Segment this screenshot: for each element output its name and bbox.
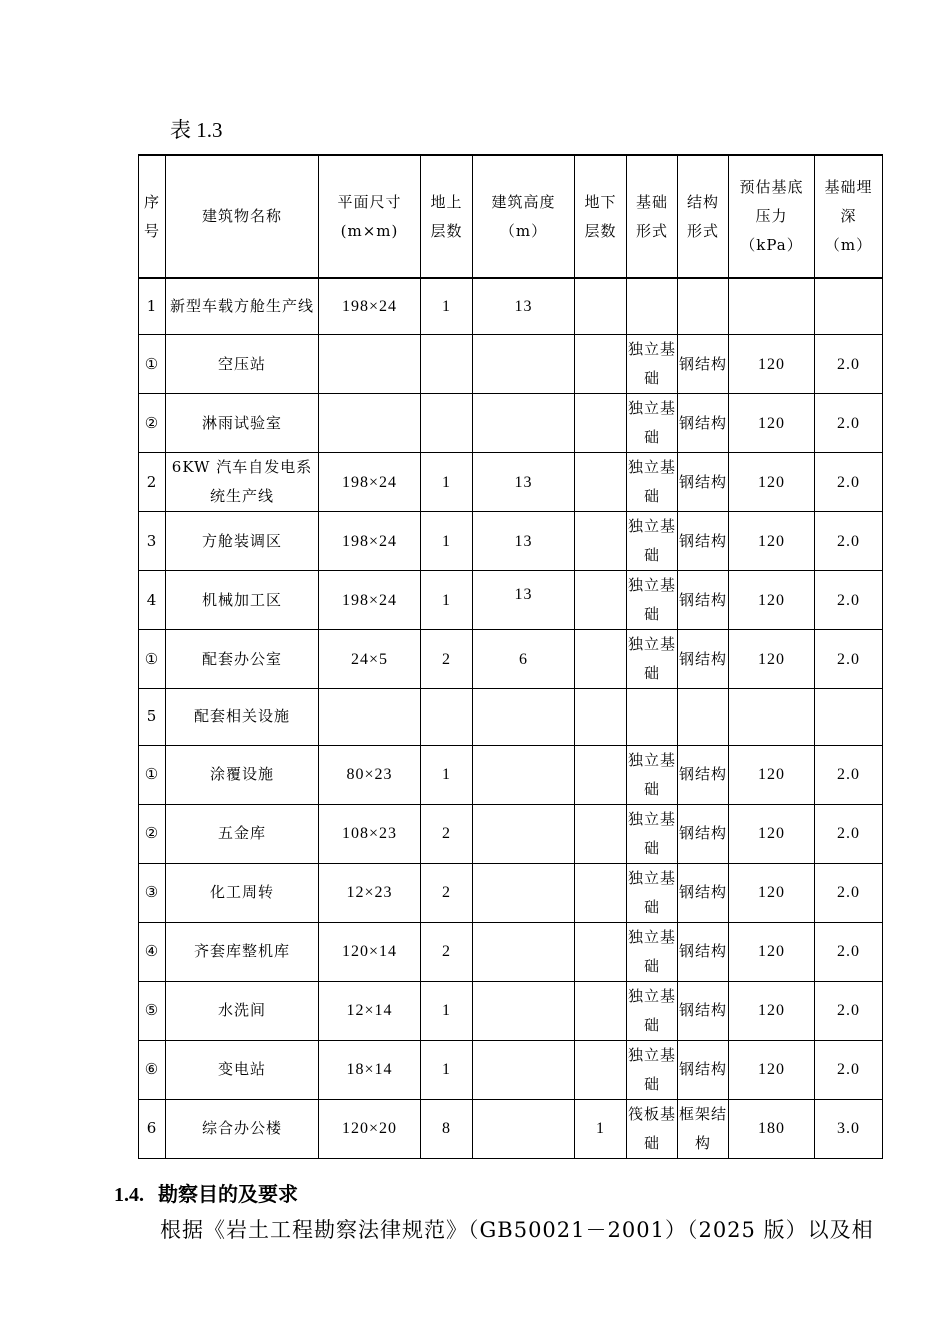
header-above-line: 地上 <box>430 192 463 211</box>
cell-height <box>473 394 575 453</box>
cell-name: 化工周转 <box>166 863 319 922</box>
cell-depth: 2.0 <box>815 922 883 981</box>
cell-size: 198×24 <box>319 571 421 630</box>
cell-name: 新型车载方舱生产线 <box>166 278 319 335</box>
cell-below <box>575 630 627 689</box>
header-depth-line: （m） <box>824 236 873 254</box>
cell-size: 108×23 <box>319 804 421 863</box>
header-pressure-line: 预估基底 <box>739 178 804 196</box>
cell-found: 独立基础 <box>627 981 678 1040</box>
header-height <box>473 155 575 278</box>
header-name-line: 建筑物名称 <box>201 207 282 225</box>
cell-below <box>575 335 627 394</box>
cell-size: 120×14 <box>319 922 421 981</box>
cell-found: 独立基础 <box>627 512 678 571</box>
cell-size: 80×23 <box>319 745 421 804</box>
cell-height <box>473 689 575 746</box>
header-found-line: 形式 <box>635 221 668 240</box>
header-seq-line: 序 <box>143 192 160 211</box>
cell-struct: 钢结构 <box>678 1040 729 1099</box>
cell-pressure: 120 <box>729 1040 815 1099</box>
cell-name: 变电站 <box>166 1040 319 1099</box>
cell-found: 独立基础 <box>627 394 678 453</box>
cell-pressure: 120 <box>729 571 815 630</box>
cell-height <box>473 804 575 863</box>
cell-found: 独立基础 <box>627 804 678 863</box>
table-row <box>139 1040 883 1099</box>
cell-depth: 2.0 <box>815 745 883 804</box>
cell-above: 8 <box>421 1099 473 1158</box>
cell-height: 6 <box>473 630 575 689</box>
cell-pressure <box>729 689 815 746</box>
cell-height <box>473 745 575 804</box>
header-seq-line: 号 <box>143 221 160 240</box>
cell-name: 齐套库整机库 <box>166 922 319 981</box>
section-title: 勘察目的及要求 <box>158 1182 298 1206</box>
cell-pressure: 120 <box>729 512 815 571</box>
cell-pressure: 120 <box>729 804 815 863</box>
cell-struct <box>678 689 729 746</box>
cell-below <box>575 453 627 512</box>
header-height-line: （m） <box>499 221 548 240</box>
cell-found <box>627 278 678 335</box>
cell-depth: 2.0 <box>815 863 883 922</box>
table-row <box>139 922 883 981</box>
cell-found: 独立基础 <box>627 571 678 630</box>
section-heading <box>114 1178 298 1207</box>
cell-below <box>575 512 627 571</box>
header-pressure <box>729 155 815 278</box>
cell-name: 配套办公室 <box>166 630 319 689</box>
cell-size: 18×14 <box>319 1040 421 1099</box>
cell-size: 12×23 <box>319 863 421 922</box>
cell-seq: ① <box>139 745 166 804</box>
cell-above: 2 <box>421 863 473 922</box>
cell-seq: ② <box>139 804 166 863</box>
table-row <box>139 278 883 335</box>
cell-depth: 2.0 <box>815 571 883 630</box>
cell-seq: ③ <box>139 863 166 922</box>
cell-struct: 钢结构 <box>678 394 729 453</box>
cell-found: 独立基础 <box>627 453 678 512</box>
cell-height <box>473 1040 575 1099</box>
table-row <box>139 453 883 512</box>
cell-above: 2 <box>421 922 473 981</box>
header-pressure-line: 压力 <box>755 207 788 225</box>
cell-depth: 2.0 <box>815 1040 883 1099</box>
cell-below: 1 <box>575 1099 627 1158</box>
cell-height: 13 <box>473 571 575 630</box>
header-size-line: (m×m) <box>340 221 399 240</box>
cell-struct: 钢结构 <box>678 981 729 1040</box>
header-name <box>166 155 319 278</box>
cell-depth <box>815 689 883 746</box>
cell-struct: 钢结构 <box>678 512 729 571</box>
table-row <box>139 512 883 571</box>
cell-seq: ④ <box>139 922 166 981</box>
header-found-line: 基础 <box>635 192 668 211</box>
cell-below <box>575 863 627 922</box>
cell-struct: 钢结构 <box>678 863 729 922</box>
cell-name: 淋雨试验室 <box>166 394 319 453</box>
cell-height: 13 <box>473 453 575 512</box>
cell-pressure: 120 <box>729 630 815 689</box>
cell-seq: ① <box>139 630 166 689</box>
table-row <box>139 689 883 746</box>
cell-size: 12×14 <box>319 981 421 1040</box>
cell-size: 198×24 <box>319 512 421 571</box>
section-number: 1.4. <box>114 1184 144 1206</box>
cell-pressure: 120 <box>729 981 815 1040</box>
cell-above: 2 <box>421 804 473 863</box>
cell-struct: 钢结构 <box>678 804 729 863</box>
cell-name: 空压站 <box>166 335 319 394</box>
cell-pressure: 120 <box>729 863 815 922</box>
cell-pressure: 120 <box>729 453 815 512</box>
header-above-line: 层数 <box>430 221 463 240</box>
cell-name: 配套相关设施 <box>166 689 319 746</box>
cell-seq: 1 <box>139 278 166 335</box>
building-table <box>138 154 883 1159</box>
header-below-line: 层数 <box>584 221 617 240</box>
cell-height <box>473 335 575 394</box>
cell-size: 198×24 <box>319 453 421 512</box>
cell-depth: 2.0 <box>815 804 883 863</box>
cell-height: 13 <box>473 512 575 571</box>
cell-depth: 2.0 <box>815 335 883 394</box>
cell-struct: 钢结构 <box>678 571 729 630</box>
cell-name: 机械加工区 <box>166 571 319 630</box>
header-above <box>421 155 473 278</box>
table-header-row <box>139 155 883 278</box>
cell-pressure: 180 <box>729 1099 815 1158</box>
cell-name: 涂覆设施 <box>166 745 319 804</box>
table-row <box>139 571 883 630</box>
cell-below <box>575 394 627 453</box>
table-row <box>139 630 883 689</box>
header-below <box>575 155 627 278</box>
cell-seq: 2 <box>139 453 166 512</box>
cell-below <box>575 922 627 981</box>
cell-name: 综合办公楼 <box>166 1099 319 1158</box>
cell-height <box>473 981 575 1040</box>
cell-struct: 钢结构 <box>678 335 729 394</box>
cell-name: 水洗间 <box>166 981 319 1040</box>
cell-height: 13 <box>473 278 575 335</box>
cell-above: 1 <box>421 453 473 512</box>
cell-found: 独立基础 <box>627 335 678 394</box>
header-depth-line: 深 <box>840 207 857 225</box>
cell-pressure: 120 <box>729 335 815 394</box>
cell-above: 1 <box>421 745 473 804</box>
cell-found: 筏板基础 <box>627 1099 678 1158</box>
header-size <box>319 155 421 278</box>
cell-size <box>319 689 421 746</box>
cell-found: 独立基础 <box>627 863 678 922</box>
cell-size: 24×5 <box>319 630 421 689</box>
cell-height <box>473 922 575 981</box>
cell-below <box>575 689 627 746</box>
header-struct <box>678 155 729 278</box>
table-row <box>139 745 883 804</box>
cell-depth: 3.0 <box>815 1099 883 1158</box>
cell-struct: 钢结构 <box>678 745 729 804</box>
cell-seq: ⑥ <box>139 1040 166 1099</box>
cell-name: 6KW 汽车自发电系统生产线 <box>166 453 319 512</box>
header-found <box>627 155 678 278</box>
cell-name: 方舱装调区 <box>166 512 319 571</box>
cell-struct: 框架结构 <box>678 1099 729 1158</box>
cell-depth: 2.0 <box>815 981 883 1040</box>
cell-struct: 钢结构 <box>678 630 729 689</box>
header-height-line: 建筑高度 <box>491 192 556 211</box>
cell-below <box>575 1040 627 1099</box>
header-depth <box>815 155 883 278</box>
cell-seq: ① <box>139 335 166 394</box>
cell-depth: 2.0 <box>815 630 883 689</box>
cell-found: 独立基础 <box>627 1040 678 1099</box>
table-row <box>139 804 883 863</box>
header-struct-line: 结构 <box>686 192 719 211</box>
cell-above: 2 <box>421 630 473 689</box>
cell-size <box>319 335 421 394</box>
cell-found <box>627 689 678 746</box>
header-below-line: 地下 <box>584 192 617 211</box>
cell-struct: 钢结构 <box>678 453 729 512</box>
cell-seq: 6 <box>139 1099 166 1158</box>
cell-seq: 4 <box>139 571 166 630</box>
cell-name: 五金库 <box>166 804 319 863</box>
cell-above <box>421 335 473 394</box>
cell-above: 1 <box>421 278 473 335</box>
table-row <box>139 981 883 1040</box>
cell-height <box>473 863 575 922</box>
cell-pressure: 120 <box>729 922 815 981</box>
cell-pressure <box>729 278 815 335</box>
cell-above: 1 <box>421 512 473 571</box>
cell-found: 独立基础 <box>627 922 678 981</box>
header-size-line: 平面尺寸 <box>337 192 402 211</box>
cell-height <box>473 1099 575 1158</box>
cell-struct <box>678 278 729 335</box>
cell-size <box>319 394 421 453</box>
cell-size: 198×24 <box>319 278 421 335</box>
cell-above <box>421 394 473 453</box>
cell-found: 独立基础 <box>627 630 678 689</box>
cell-pressure: 120 <box>729 745 815 804</box>
cell-below <box>575 278 627 335</box>
header-depth-line: 基础埋 <box>824 178 873 196</box>
cell-struct: 钢结构 <box>678 922 729 981</box>
table-row <box>139 1099 883 1158</box>
cell-above: 1 <box>421 981 473 1040</box>
cell-below <box>575 981 627 1040</box>
cell-below <box>575 571 627 630</box>
table-caption: 表 1.3 <box>170 118 223 142</box>
header-struct-line: 形式 <box>686 221 719 240</box>
table-row <box>139 863 883 922</box>
cell-depth: 2.0 <box>815 512 883 571</box>
cell-below <box>575 745 627 804</box>
cell-above: 1 <box>421 571 473 630</box>
cell-found: 独立基础 <box>627 745 678 804</box>
table-row <box>139 394 883 453</box>
table-body <box>139 278 883 1158</box>
cell-seq: 5 <box>139 689 166 746</box>
cell-seq: ⑤ <box>139 981 166 1040</box>
cell-pressure: 120 <box>729 394 815 453</box>
table-row <box>139 335 883 394</box>
cell-above: 1 <box>421 1040 473 1099</box>
cell-below <box>575 804 627 863</box>
header-seq <box>139 155 166 278</box>
cell-depth <box>815 278 883 335</box>
cell-above <box>421 689 473 746</box>
cell-depth: 2.0 <box>815 453 883 512</box>
cell-seq: 3 <box>139 512 166 571</box>
cell-size: 120×20 <box>319 1099 421 1158</box>
cell-depth: 2.0 <box>815 394 883 453</box>
cell-seq: ② <box>139 394 166 453</box>
body-paragraph: 根据《岩土工程勘察法律规范》（GB50021－2001）（2025 版）以及相 <box>160 1218 874 1242</box>
header-pressure-line: （kPa） <box>740 236 803 254</box>
